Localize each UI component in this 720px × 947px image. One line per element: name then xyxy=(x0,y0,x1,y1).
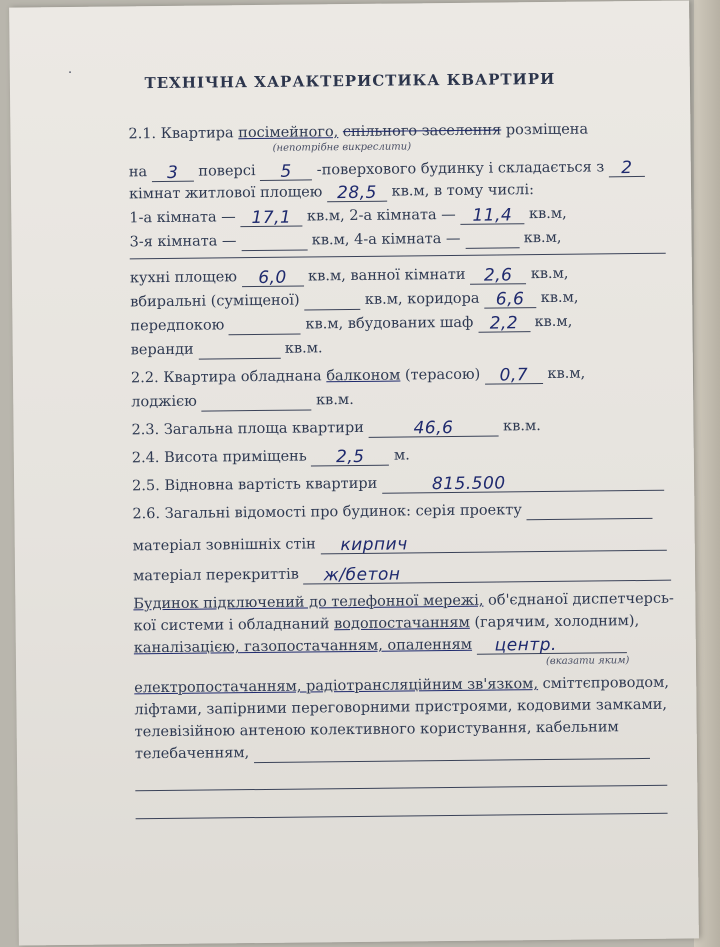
rooms-1-2-line: 1-а кімната — 17,1 кв.м, 2-а кімната — 11,4 кв.м, xyxy=(129,205,567,229)
floors-material-line: матеріал перекриттів ж/бетон xyxy=(133,561,672,587)
hall-field xyxy=(229,319,301,336)
floors-material-field: ж/бетон xyxy=(303,565,671,585)
section-2-1-heading: 2.1. Квартира посімейного, спільного заселення розміщена xyxy=(128,121,589,143)
room1-field: 17,1 xyxy=(240,211,302,228)
loggia-field xyxy=(201,394,311,411)
divider-line xyxy=(130,253,666,260)
utilities-line-6: ліфтами, запірними переговорними пристроями, кодовими замками, xyxy=(134,696,668,719)
option-balcony: балконом xyxy=(326,367,401,385)
blank-line-2 xyxy=(136,813,668,820)
wc-line: вбиральні (суміщеної) кв.м, коридора 6,6 кв.м, xyxy=(130,289,579,311)
page-edge xyxy=(694,0,720,947)
loggia-line: лоджією кв.м. xyxy=(131,391,354,411)
rooms-field: 2 xyxy=(609,161,645,177)
hall-line: передпокою кв.м, вбудованих шаф 2,2 кв.м, xyxy=(130,313,573,335)
room4-field xyxy=(465,232,519,249)
project-series-field xyxy=(526,503,652,520)
utilities-line-3: каналізацією, газопостачанням, опаленням центр. xyxy=(134,633,627,658)
floors-field: 5 xyxy=(260,164,312,181)
section-2-6: 2.6. Загальні відомості про будинок: серія проекту xyxy=(132,499,652,524)
floor-field: 3 xyxy=(152,166,194,182)
kitchen-field: 6,0 xyxy=(241,271,303,288)
section-2-3: 2.3. Загальна площа квартири 46,6 кв.м. xyxy=(131,417,541,439)
strike-note: (непотрібне викреслити) xyxy=(272,141,412,154)
section-2-2: 2.2. Квартира обладнана балконом (терасою) 0,7 кв.м, xyxy=(130,365,586,387)
bath-field: 2,6 xyxy=(470,268,526,285)
total-area-field: 46,6 xyxy=(368,420,498,437)
section-2-5: 2.5. Відновна вартість квартири 815.500 xyxy=(132,471,664,497)
floor-line: на 3 поверсі 5 -поверхового будинку і складається з 2 xyxy=(129,157,645,182)
specify-note: (вказати яким) xyxy=(545,655,630,667)
height-field: 2,5 xyxy=(311,450,389,467)
page-title: ТЕХНІЧНА ХАРАКТЕРИСТИКА КВАРТИРИ xyxy=(144,69,556,93)
section-2-4: 2.4. Висота приміщень 2,5 м. xyxy=(131,446,410,468)
value-field: 815.500 xyxy=(382,475,664,494)
pen-mark: · xyxy=(67,64,73,81)
document-page xyxy=(9,0,699,945)
heating-field: центр. xyxy=(477,637,627,655)
wardrobe-field: 2,2 xyxy=(478,316,530,333)
wc-field xyxy=(304,294,360,311)
utilities-line-7: телевізійною антеною колективного користування, кабельним xyxy=(134,719,619,741)
utilities-line-5: електропостачанням, радіотрансляційним зв'язком, сміттєпроводом, xyxy=(134,674,670,697)
room3-field xyxy=(241,234,307,251)
veranda-field xyxy=(198,343,280,360)
utilities-line-1: Будинок підключений до телефонної мережі, об'єднаної диспетчерсь- xyxy=(133,590,674,613)
balcony-area-field: 0,7 xyxy=(485,368,543,385)
living-area-field: 28,5 xyxy=(327,186,387,203)
rooms-3-4-line: 3-я кімната — кв.м, 4-а кімната — кв.м, xyxy=(129,229,562,251)
walls-line: матеріал зовнішніх стін кирпич xyxy=(133,531,667,557)
extra-field-1 xyxy=(254,743,650,763)
option-shared: спільного заселення xyxy=(342,122,502,141)
option-family: посімейного, xyxy=(238,124,339,142)
utilities-line-8: телебаченням, xyxy=(135,739,650,764)
veranda-line: веранди кв.м. xyxy=(130,340,323,359)
blank-line-1 xyxy=(135,785,667,792)
walls-field: кирпич xyxy=(320,535,666,555)
living-area-line: кімнат житлової площею 28,5 кв.м, в тому числі: xyxy=(128,182,535,204)
room2-field: 11,4 xyxy=(460,208,524,225)
utilities-line-2: кої системи і обладнаний водопостачанням (гарячим, холодним), xyxy=(133,613,640,635)
kitchen-line: кухні площею 6,0 кв.м, ванної кімнати 2,6 кв.м, xyxy=(129,265,569,288)
corridor-field: 6,6 xyxy=(484,292,536,309)
